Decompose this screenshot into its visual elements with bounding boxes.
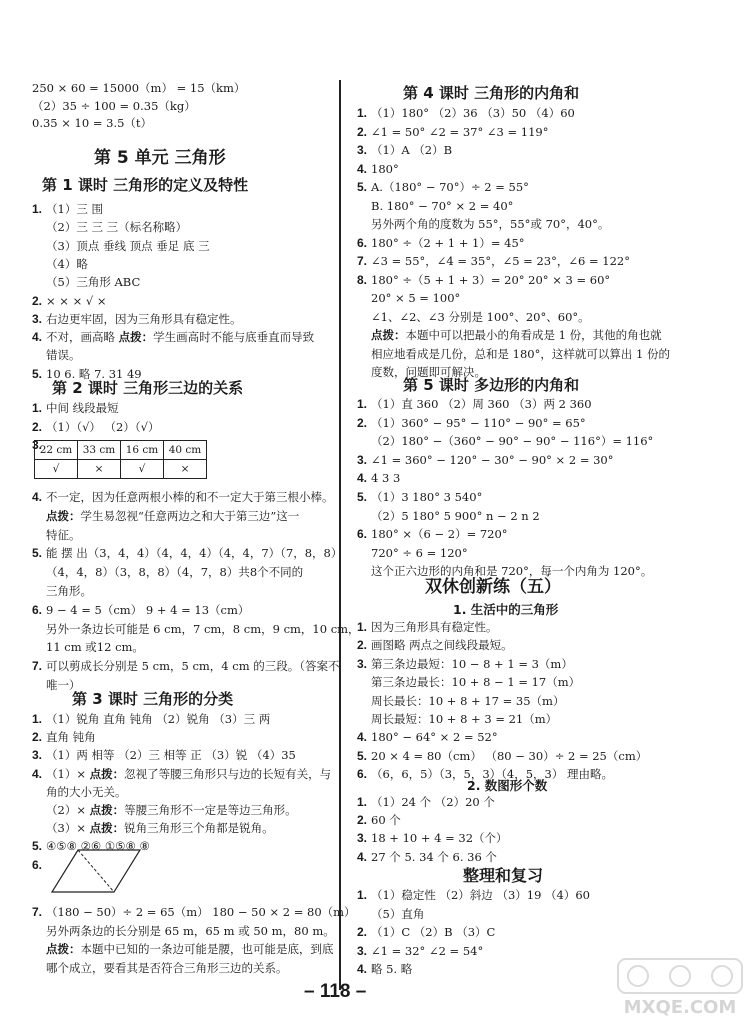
item-number: 8. xyxy=(357,272,368,287)
answer-line xyxy=(32,784,127,800)
answer-text: ④⑤⑧ ②⑥ ①⑤⑧ ⑧ xyxy=(46,839,150,854)
answer-line xyxy=(357,508,540,524)
answer-line xyxy=(32,904,356,920)
item-number: 3. xyxy=(357,831,368,846)
answer-line xyxy=(32,219,187,235)
answer-text: （3）× 点拨：锐角三角形三个角都是锐角。 xyxy=(46,821,274,836)
answer-text: 20 × 4 = 80（cm） （80 − 30）÷ 2 = 25（cm） xyxy=(371,748,648,763)
answer-line xyxy=(357,526,508,542)
item-number: 1. xyxy=(357,106,368,120)
answer-line xyxy=(32,820,274,836)
item-number: 6. xyxy=(32,857,43,872)
table-cell: √ xyxy=(121,460,164,479)
item-number: 5. xyxy=(357,180,368,194)
table-cell: 22 cm xyxy=(35,441,78,460)
answer-text: （4，4，8）（3，8，8）（4，7，8）共8个不同的 xyxy=(46,565,304,580)
answer-line xyxy=(32,960,288,976)
answer-text: （3）顶点 垂线 顶点 垂足 底 三 xyxy=(46,238,210,253)
answer-line xyxy=(357,142,452,158)
answer-text: （2）35 ÷ 100 = 0.35（kg） xyxy=(32,98,196,113)
answer-line xyxy=(357,253,630,269)
answer-line xyxy=(32,201,103,217)
item-number: 6. xyxy=(357,767,368,782)
answer-text: 能 摆 出（3，4，4）（4，4，4）（4，4，7）（7，8，8） xyxy=(46,546,343,561)
item-number: 5. xyxy=(32,546,43,561)
answer-text: （2）× 点拨：等腰三角形不一定是等边三角形。 xyxy=(46,803,297,817)
answer-text: 直角 钝角 xyxy=(46,730,96,745)
weekend-title: 双休创新练（五） xyxy=(425,577,561,597)
column-divider xyxy=(339,80,341,990)
answer-line xyxy=(357,887,590,903)
unit-title: 第 5 单元 三角形 xyxy=(94,148,226,168)
lesson2-title: 第 2 课时 三角形三边的关系 xyxy=(52,379,244,397)
item-number: 2. xyxy=(32,730,43,745)
table-cell: 40 cm xyxy=(164,441,207,460)
answer-text: 点拨：学生易忽视“任意两边之和大于第三边”这一 xyxy=(46,508,300,523)
answer-text: 11 cm 或12 cm。 xyxy=(46,640,144,655)
answer-text: A.（180° − 70°）÷ 2 = 55° xyxy=(371,180,529,194)
item-number: 6. xyxy=(32,602,43,617)
answer-text: 250 × 60 = 15000（m） = 15（km） xyxy=(32,81,246,95)
item-number: 2. xyxy=(357,925,368,940)
answer-line xyxy=(32,766,331,782)
answer-line xyxy=(357,545,468,561)
answer-text: 相应地看成是几份，总和是 180°，这样就可以算出 1 份的 xyxy=(371,346,670,361)
hint-label: 点拨： xyxy=(89,821,125,836)
answer-text: 180° ÷（5 + 1 + 3）= 20° 20° × 3 = 60° xyxy=(371,272,611,287)
answer-line xyxy=(357,309,590,325)
answer-text: ∠1 = 50° ∠2 = 37° ∠3 = 119° xyxy=(371,124,549,139)
answer-line xyxy=(357,748,647,764)
item-number: 3. xyxy=(357,656,368,671)
answer-text: 度数，问题即可解决。 xyxy=(371,365,486,379)
answer-text: ∠1 = 32° ∠2 = 54° xyxy=(371,943,484,958)
answer-text: 不一定，因为任意两根小棒的和不一定大于第三根小棒。 xyxy=(46,490,334,504)
hint-label: 点拨： xyxy=(118,330,154,345)
answer-line xyxy=(32,98,196,114)
answer-line xyxy=(357,729,498,745)
item-number: 1. xyxy=(357,397,368,411)
answer-text: 第三条边最长：10 + 8 − 1 = 17（m） xyxy=(371,675,581,690)
answer-line xyxy=(32,508,299,524)
item-number: 6. xyxy=(357,235,368,250)
answer-line xyxy=(32,400,119,416)
answer-line xyxy=(357,637,513,653)
item-number: 2. xyxy=(357,638,368,653)
answer-text: 中间 线段最短 xyxy=(46,401,119,415)
hint-label: 点拨： xyxy=(46,942,81,957)
answer-text: 哪个成立，要看其是否符合三角形三边的关系。 xyxy=(46,960,288,975)
answer-text: （1）C （2）B （3）C xyxy=(371,925,496,940)
item-number: 7. xyxy=(32,659,43,674)
answer-line xyxy=(357,830,508,846)
answer-text: 点拨：本题中可以把最小的角看成是 1 份，其他的角也就 xyxy=(371,328,662,342)
answer-text: （1）3 180° 3 540° xyxy=(371,490,483,504)
answer-text: （1）（√） （2）（√） xyxy=(46,419,160,434)
answer-text: 4 3 3 xyxy=(371,471,401,486)
answer-text: 第三条边最短：10 − 8 + 1 = 3（m） xyxy=(371,656,573,671)
table-cell: 33 cm xyxy=(78,441,121,460)
answer-line xyxy=(32,729,96,745)
answer-line xyxy=(357,924,495,940)
answer-text: 不对，画高略 点拨：学生画高时不能与底垂直而导致 xyxy=(46,330,315,345)
hint-label: 点拨： xyxy=(46,508,81,523)
answer-line xyxy=(32,802,297,818)
lesson3-title: 第 3 课时 三角形的分类 xyxy=(72,690,234,708)
answer-text: 错误。 xyxy=(46,348,81,363)
parallelogram-diagonal xyxy=(78,850,114,892)
answer-text: 周长最长：10 + 8 + 17 = 35（m） xyxy=(371,693,565,708)
item-number: 1. xyxy=(32,202,43,216)
watermark-circle-1 xyxy=(628,966,648,986)
answer-text: 另外两个角的度数为 55°，55°或 70°，40°。 xyxy=(371,217,610,231)
answer-line xyxy=(357,961,412,977)
answer-text: 18 + 10 + 4 = 32（个） xyxy=(371,831,508,846)
answer-text: 因为三角形具有稳定性。 xyxy=(371,620,498,634)
weekend-subtitle-1: 1. 生活中的三角形 xyxy=(453,602,559,617)
answer-line xyxy=(357,452,614,468)
answer-line xyxy=(32,658,340,674)
answer-text: 另外两条边的长分别是 65 m，65 m 或 50 m，80 m。 xyxy=(46,923,335,938)
answer-text: 180° xyxy=(371,161,399,176)
answer-text: （1）× 点拨：忽视了等腰三角形只与边的长短有关，与 xyxy=(46,766,332,781)
hint-label: 点拨： xyxy=(371,328,406,342)
answer-line xyxy=(357,433,653,449)
answer-line xyxy=(357,619,498,635)
answer-text: 略 5. 略 xyxy=(371,962,413,977)
answer-line xyxy=(357,235,525,251)
answer-text: （180 − 50）÷ 2 = 65（m） 180 − 50 × 2 = 80（m） xyxy=(46,905,356,919)
answer-text: （2）三 三 三（标名称略） xyxy=(46,220,188,235)
item-number: 4. xyxy=(357,849,368,864)
item-number: 7. xyxy=(32,905,43,919)
item-number: 4. xyxy=(357,471,368,486)
lesson1-title: 第 1 课时 三角形的定义及特性 xyxy=(42,176,249,194)
item-number: 4. xyxy=(357,730,368,745)
answer-line xyxy=(357,272,610,288)
answer-text: （1）三 围 xyxy=(46,202,103,216)
answer-text: （1）360° − 95° − 110° − 90° = 65° xyxy=(371,415,586,430)
answer-line xyxy=(32,115,152,131)
answer-text: （1）直 360 （2）周 360 （3）两 2 360 xyxy=(371,397,592,411)
review-title: 整理和复习 xyxy=(463,866,544,885)
answer-line xyxy=(357,943,483,959)
answer-line xyxy=(357,346,670,362)
answer-line xyxy=(357,179,529,195)
answer-text: （1）两 相等 （2）三 相等 正 （3）锐 （4）35 xyxy=(46,748,296,763)
answer-line xyxy=(357,470,400,486)
answer-text: 这个正六边形的内角和是 720°，每一个内角为 120°。 xyxy=(371,564,653,579)
answer-text: 唯一） xyxy=(46,678,81,692)
item-number: 3. xyxy=(357,143,368,157)
table-cell: × xyxy=(164,460,207,479)
answer-text: ∠3 = 55°，∠4 = 35°，∠5 = 23°，∠6 = 122° xyxy=(371,254,630,268)
answer-line xyxy=(32,489,334,505)
item-number: 3. xyxy=(32,311,43,326)
item-number: 3. xyxy=(32,438,43,453)
answer-text: 特征。 xyxy=(46,527,81,542)
answer-text: 画图略 两点之间线段最短。 xyxy=(371,638,513,653)
table-row xyxy=(35,460,207,479)
answer-line xyxy=(357,124,548,140)
answer-text: 180° ×（6 − 2）= 720° xyxy=(371,527,508,542)
item-number: 1. xyxy=(357,888,368,902)
answer-text: 60 个 xyxy=(371,813,401,828)
answer-line xyxy=(32,347,81,363)
item-number: 3. xyxy=(357,943,368,958)
lesson4-title: 第 4 课时 三角形的内角和 xyxy=(403,84,580,102)
answer-line xyxy=(357,812,401,828)
answer-text: （5）三角形 ABC xyxy=(46,275,141,290)
answer-text: （2）180° −（360° − 90° − 90° − 116°）= 116° xyxy=(371,434,654,449)
answer-text: 右边更牢固，因为三角形具有稳定性。 xyxy=(46,311,242,326)
table-header-row xyxy=(35,441,207,460)
item-number: 2. xyxy=(357,124,368,139)
parallelogram-figure xyxy=(40,846,150,898)
answer-text: （1）A （2）B xyxy=(371,143,453,157)
answer-text: × × × √ × xyxy=(46,293,107,308)
answer-text: 720° ÷ 6 = 120° xyxy=(371,545,468,560)
answer-text: （6，6，5）（3，5，3）（4，5，3） 理由略。 xyxy=(371,767,614,782)
table-cell: √ xyxy=(35,460,78,479)
answer-line xyxy=(357,327,662,343)
answer-line xyxy=(357,216,609,232)
item-number: 2. xyxy=(32,419,43,434)
answer-line xyxy=(357,489,482,505)
answer-line xyxy=(32,747,296,763)
answer-line xyxy=(357,161,399,177)
item-number: 4. xyxy=(32,330,43,345)
answer-line xyxy=(357,711,557,727)
answer-line xyxy=(357,105,575,121)
answer-line xyxy=(32,639,144,655)
item-number: 4. xyxy=(357,962,368,977)
answer-text: （1）锐角 直角 钝角 （2）锐角 （3）三 两 xyxy=(46,712,271,726)
answer-text: 周长最短：10 + 8 + 3 = 21（m） xyxy=(371,712,558,726)
table-cell: × xyxy=(78,460,121,479)
answer-text: （2）5 180° 5 900° n − 2 n 2 xyxy=(371,508,540,523)
answer-line xyxy=(32,711,270,727)
answer-line xyxy=(357,906,424,922)
watermark-frame xyxy=(618,959,742,993)
answer-text: （1）180° （2）36 （3）50 （4）60 xyxy=(371,106,575,120)
item-number: 4. xyxy=(32,490,43,504)
answer-text: 另外一条边长可能是 6 cm，7 cm，8 cm，9 cm，10 cm， xyxy=(46,621,360,636)
answer-text: （1）稳定性 （2）斜边 （3）19 （4）60 xyxy=(371,888,590,902)
table-cell: 16 cm xyxy=(121,441,164,460)
answer-line xyxy=(32,329,314,345)
watermark-text: MXQE.COM xyxy=(623,997,737,1018)
item-number: 6. xyxy=(357,527,368,542)
watermark-circle-2 xyxy=(670,966,690,986)
answer-line xyxy=(32,238,210,254)
item-number: 4. xyxy=(32,766,43,781)
answer-line xyxy=(32,621,360,637)
item-number: 1. xyxy=(357,620,368,634)
answer-text: B. 180° − 70° × 2 = 40° xyxy=(371,198,514,213)
item-number: 5. xyxy=(32,839,43,854)
weekend-subtitle-2: 2. 数图形个数 xyxy=(467,778,548,793)
answer-text: 点拨：本题中已知的一条边可能是腰，也可能是底，到底 xyxy=(46,942,334,957)
answer-line xyxy=(32,602,249,618)
answer-line xyxy=(357,290,460,306)
answer-line xyxy=(357,396,592,412)
item-number: 4. xyxy=(357,161,368,176)
item-number: 1. xyxy=(357,795,368,809)
item-number: 2. xyxy=(357,415,368,430)
answer-line xyxy=(357,198,513,214)
side-length-table xyxy=(34,440,207,479)
answer-text: ∠1 = 360° − 120° − 30° − 90° × 2 = 30° xyxy=(371,452,614,467)
answer-line xyxy=(357,656,573,672)
answer-text: （1）24 个 （2）20 个 xyxy=(371,795,495,809)
item-number: 5. xyxy=(357,490,368,504)
answer-line xyxy=(32,256,88,272)
answer-line xyxy=(32,311,242,327)
answer-line xyxy=(32,583,92,599)
answer-text: 9 − 4 = 5（cm） 9 + 4 = 13（cm） xyxy=(46,602,250,617)
answer-line xyxy=(32,80,245,96)
item-number: 1. xyxy=(32,712,43,726)
answer-text: （4）略 xyxy=(46,256,88,271)
answer-line xyxy=(32,545,342,561)
watermark-logo xyxy=(616,957,744,1019)
answer-line xyxy=(32,923,335,939)
item-number: 2. xyxy=(357,813,368,828)
watermark-circle-3 xyxy=(712,966,732,986)
answer-line xyxy=(32,941,334,957)
answer-line xyxy=(32,419,159,435)
answer-line xyxy=(357,693,564,709)
answer-line xyxy=(32,564,303,580)
lesson5-title: 第 5 课时 多边形的内角和 xyxy=(403,376,580,394)
answer-text: 180° − 64° × 2 = 52° xyxy=(371,730,498,745)
answer-text: 10 6. 略 7. 31 49 xyxy=(46,366,142,381)
page-number: – 118 – xyxy=(304,981,367,1002)
answer-text: 三角形。 xyxy=(46,584,92,598)
answer-text: ∠1、∠2、∠3 分别是 100°、20°、60°。 xyxy=(371,309,590,324)
item-number: 3. xyxy=(357,452,368,467)
hint-label: 点拨： xyxy=(89,803,125,817)
answer-line xyxy=(357,415,586,431)
item-number: 7. xyxy=(357,254,368,268)
answer-text: 180° ÷（2 + 1 + 1）= 45° xyxy=(371,235,525,250)
answer-line xyxy=(32,527,81,543)
answer-text: 20° × 5 = 100° xyxy=(371,291,461,305)
hint-label: 点拨： xyxy=(89,766,125,781)
item-number: 5. xyxy=(357,748,368,763)
answer-text: 0.35 × 10 = 3.5（t） xyxy=(32,116,153,130)
item-number: 2. xyxy=(32,293,43,308)
answer-text: 27 个 5. 34 个 6. 36 个 xyxy=(371,849,497,864)
answer-line xyxy=(357,674,580,690)
answer-line xyxy=(32,274,140,290)
item-number: 5. xyxy=(32,366,43,381)
item-number: 3. xyxy=(32,748,43,763)
answer-text: 角的大小无关。 xyxy=(46,784,127,799)
answer-line xyxy=(357,794,495,810)
answer-text: （5）直角 xyxy=(371,906,425,921)
item-number: 1. xyxy=(32,401,43,415)
answer-line xyxy=(32,293,107,309)
answer-text: 可以剪成长分别是 5 cm，5 cm，4 cm 的三段。（答案不 xyxy=(46,659,340,674)
